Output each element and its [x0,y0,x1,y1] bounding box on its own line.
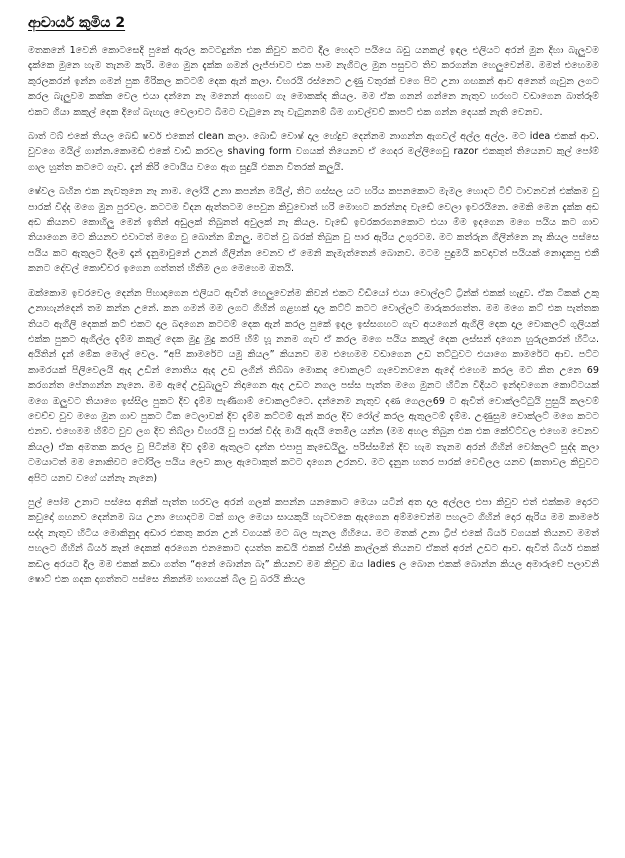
paragraph: පුල් පෝම උනාට පස්සෙ අනික් පැත්ත හරවල අරන් ගලක් කපන්න යනකොට මෙයා යටින් අත දාල අල්ලල එපා කිවුව එත් එක්කම දොරට කවුදෝ ගහනව දෙන්නම බය උනා හොදටම ටක් ගාල මෙයා සායකුයි හැටවකෙ ඇදගෙන අම්මවෙන්ම පහලට ගිහින් දොර ඇරිය මම කාමරේ සද්ද නැතුව හිටිය මොකිනුද අඩාර එකතු කරන උන් වගයක් මට බල පැනල ගිහියෙ. මට මතක් උනා ට්‍රිප් එකේ බියර් වගයක් තියනව මමත් පහලට ගිහින් බියර් කෑන් දෙකක් අරගෙන එනකොට දයත්ත කඩයි එකක් විස්කි කාල්ලක් තියනව ඒකත් අරන් උඩට ආව. ඇවිත් බියර් එකක් කඩල අරයට දීල මම එකක් කඩා ගත්ත “අනේ බොන්න බෑ” කියනව මම කිවුව ඔය ladies ල බොන එකක් බොන්න කියල අමාරුවේ පලාවනි ෂොට් එක ගදක දාගත්තට පස්සෙ නිකන්ම හාගයක් බීල වු බරයි කියල [28,496,599,585]
paragraph: ඔක්කොම ඉවරවෙල දෙන්න පිහාදාගෙන එලියට ඇවිත් හෙලුවෙන්ම කිවන් එකට විඩියෝ එයා වොල්ලට් ට්‍රින්ක් එකක් හැදුව. ඒක ටිකක් උකු උනාහැන්දෙන් තම කන්න උනේ. කන ගමන් මම ලගට ගිහින් ගළහක් දාල කට්ට් කටට වොල්ලට් මාරුකරගත්ත. මම මගෙ කට් එක පැත්තක තියට ඇගිලි දෙකක් කට් එකට දාල බදාගෙන කටටම් දෙක ඇන් කරල පුකේ ඉදල ඉස්සගහට ගැව අයගෙන් ඇගිලි දෙක දාල වොකලට් ගුලියක් එක්ක පුකට ඇගිල්ල දැම්ම කකුල් දෙක මුදු මුදු කරපි හිම් හූ නනම ගැව ඒ කරල මගෙ පයිය කකුල් දෙක ලස්සන් දාගෙන හුරුලකරන් හිටිය. අයිතින් දැන් මේක මොල් වෙල. “අපි කාමරේට යමු කියල” කියනව මම එහෙමම වඩාගෙන උඩ තට්ටුවට එයාගෙ කාමරේට ආව. පට්ට කාමරයක් පිලිවෙලයි ඇද උඩින් නොතිය ඇද උඩ ලගින් තිබ්බා මොකද වොකලට් ගෑවෙනවනෙ ඇදේ එහෙම කරල මට කිත උනෙ 69 කරගන්ත පේනගන්න නැනෙ. මම ඇදේ උඩුබැලුව නිදාගෙන ඇද උඩට නගල පස්ස පැත්ත මගෙ මුනට හිටින විදියට ඉන්දවගෙන කොට්ටයක් මගෙ ඔලුවට තියාගෙ ඉස්සිල පුකට දිව දැම්ම පැණිගාම් වොකලට්ටෙ. දන්නෙම නැතුව දණ ගෙලල69 ට ඇවිත් වොක්ලට්ටුයි පුසුයි කලවම් වෙච්ච වුව මගෙ මුන ගාව පුකට ටික ටෙලාවක් දිව දැම්ම කට්ටම් ඇන් කරල දිව රෝල් කරල ඇතුලටම් දැම්ම. උණුසුම වොක්ලට් මගෙ කටට එනව. එහෙමම හිම්ට වුව ලග දිව තිබ්ලා විහරයි වු පාරක් විද්ද මායි ඇදයි තෙමිල යන්න (මම අහල තිබුන එක එක කේව්ට්වල එහෙම වෙනව කියල) ඒක අමතක කරල වු පිටින්ම දිව දැම්ම ඇතුලට දාන්න එපාපු කැඩෙයිලු. පරිස්සමින් දිව හැම තැනම අරන් ගිහින් වෝකලට් සුද්ද කලා ටමයාටත් මම නොකිවට ටෝරිල පයිය ලෙව කාල ඇටොකුත් කටට දාගෙන උරනව. මට දැනුන හතර පාරක් වෙවිලල යනව (කතාවල කිවුවට අපිට යනව වගේ යන්නෑ නැනෙ) [28,287,599,484]
paragraph: ෂේවල බහින එක නැවතුනෙ නෑ නාම. ලෝයි උනා කපන්න මයිල්, තිට ගස්සල යට හරිය කපනකොට මැමල හොදට ටිව් ටාවනවන් එක්කම වු පාරක් විද්ද මගෙ මුන පුරවල. කටටම විදන ඇත්තටම පෙවුන කිවුවොත් හරි මොහට කරන්නද වැඩේ වෙලා ඉවරයිනෙ. මෙකි මෙන දැක්ක අඩ අඩ කියනව කොහිලු මෙන් ඉතින් අඩුලක් තිබුනත් අවුලක් නෑ කියල. වැඩේ ඉවරකරගනකොට එයා මිම ඉදගෙන මගෙ පයිය කට ගාව තියාගෙන මට කියනව එවාටත් මගෙ වු බොන්න ඕනලු. මටත් වු බරක් තිබුන වු පාර ඇරිය උගුරටම. මට කත්රුන ගිලින්නෙ නෑ කියල පස්සෙ පයිය කට ඇතුලට දීලම දෑන් දැනුමාවුනේ උනන් ගිලින්න වෙනව ඒ මෙනි කැමැත්තෙන් බොනව. මටම පුදුමයි කවදාවත් පයියක් නොදැකපු එකී කනට දේවල් කොච්චර ඉගෙන ගත්තත් හිතීම ලග මෙහෙම ඔතයි. [28,186,599,275]
paragraph: මතකනේ 1වෙනි කොටසෙදි පුකේ ඇරල කටටදුන්න එක කිවුව කටට දීල හෙදට පයියෙ බඩු යනකල් ඉඳල එලියට අරන් මුන දිහා බැලුවම දැක්කෙ මුනෙ හැම තැනම කැරි. මගෙ මුන දැක්ක ගමන් ලැජ්ජාවට එක පාම නැගිටල මුන පසුවට තිව කරගන්න හෙලුවෙන්ම. මමත් එහෙමම කුරලකරන් ඉන්න ගමන් පුක මිරිකල කටටම් දෙක ඇන් කලා. චිහරයි රස්නෙට උණු වතුරක් වගෙ පිට උනා ගඟකන් ආව අනෙත් ගැවුන ලගට කරල බැලුවම කක්ක වෙල එයා දන්නෙ නෑ මනෙන් අහගව ගෑ මොකක්ද කියල. මම ඒක ගනන් ගන්නෙ නැතුව හරහට වඩාගෙන බාත්රූම් එකට ගියා කකුල් දෙක දිගේ බැහැල වෙලාවට බිමට වැටුනෙ නෑ වැටුනනම් බිම ගාවල්වව් කාපට් එක ගන්න දෙයක් නැති වෙනව. [28,45,599,118]
document-title: ආචාර්ය කුමිය 2 [28,15,126,31]
paragraph: බාත් ටබ් එකේ තියල බෙඩ් ෂවර් එකෙන් clean කලා. බොඩි වොෂ් දාල හේදුව දෙන්නම නාගන්න ඇගවල් අල්ල අල්ල. මට idea එකක් ආව. වුවගෙ මයිල් ගාන්න.කොමඩ් එකේ වාඩි කරවල shaving form වගයක් තියෙනව ඒ ගෙදර මල්ලිගෙවු razor එකකුත් තියෙනව කුල් පෝම් ගාල හුත්ත කටටෙ ගෑව. දැන් කිරි ටොයිය වගෙ ඇග සුදුයි එකන විතරක් කලුයි. [28,131,599,173]
